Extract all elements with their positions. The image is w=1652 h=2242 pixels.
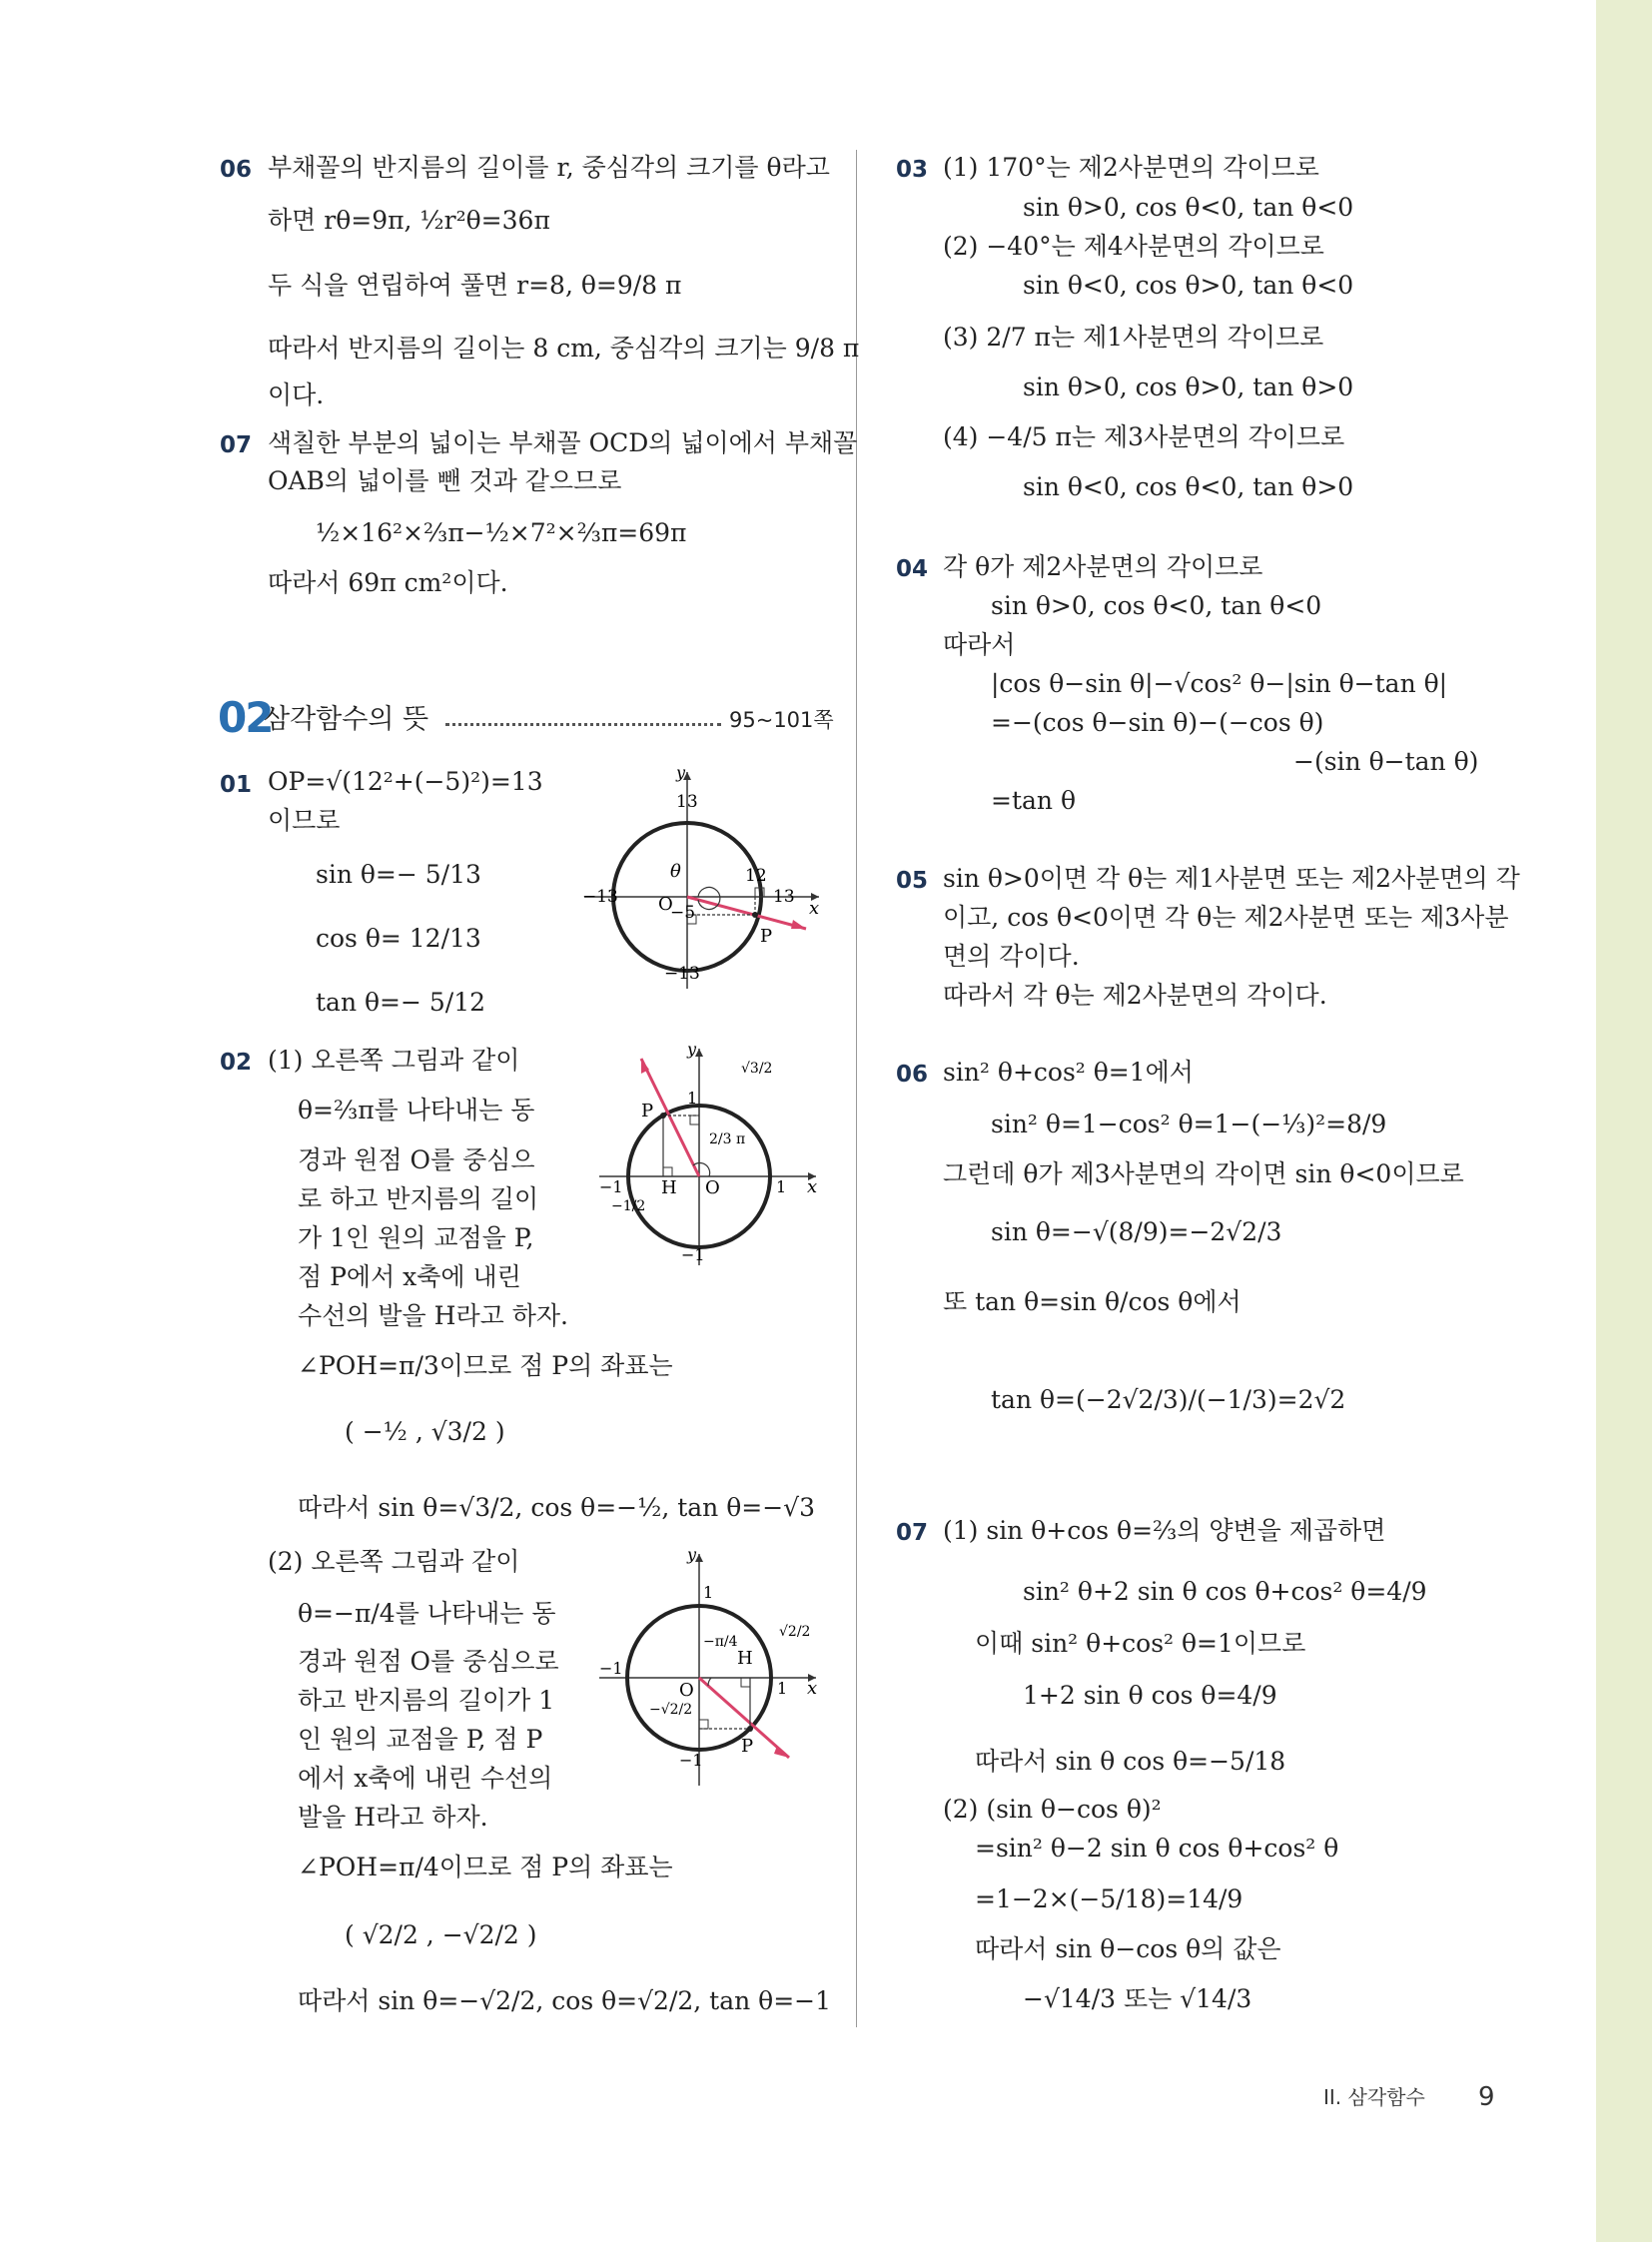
axis-y-label: y [676, 764, 686, 782]
point-label: P [641, 1101, 654, 1121]
problem-number: 06 [896, 1062, 929, 1088]
math-line: sin² θ+2 sin θ cos θ+cos² θ=4/9 [1023, 1577, 1427, 1606]
result-line: 따라서 sin θ=√3/2, cos θ=−½, tan θ=−√3 [298, 1493, 816, 1522]
math-line: sin θ<0, cos θ<0, tan θ>0 [1023, 472, 1354, 501]
text-line: θ=−π/4를 나타내는 동 [298, 1599, 556, 1628]
math-line: 1+2 sin θ cos θ=4/9 [1023, 1681, 1277, 1710]
math-line: =sin² θ−2 sin θ cos θ+cos² θ [975, 1834, 1339, 1863]
text-line: 따라서 반지름의 길이는 8 cm, 중심각의 크기는 9/8 π [268, 334, 860, 363]
math-line: sin² θ=1−cos² θ=1−(−⅓)²=8/9 [991, 1110, 1387, 1138]
axis-x-label: x [809, 898, 820, 919]
math-line: sin θ<0, cos θ>0, tan θ<0 [1023, 271, 1354, 300]
math-line: tan θ=(−2√2/3)/(−1/3)=2√2 [991, 1385, 1346, 1414]
math-line: sin θ=− 5/13 [316, 860, 481, 889]
text-line: 이다. [268, 380, 325, 409]
problem-number: 07 [220, 432, 253, 458]
math-line: ( √2/2 , −√2/2 ) [345, 1920, 537, 1949]
text-line: ∠POH=π/4이므로 점 P의 좌표는 [298, 1853, 673, 1881]
tick-label: −1 [681, 1245, 705, 1264]
text-line: 두 식을 연립하여 풀면 r=8, θ=9/8 π [268, 271, 682, 300]
sub-heading: (2) −40°는 제4사분면의 각이므로 [943, 232, 1324, 261]
math-line: −√14/3 또는 √14/3 [1023, 1984, 1252, 2013]
text-line: 경과 원점 O를 중심으로 [298, 1647, 559, 1676]
section-pages: 95~101쪽 [729, 708, 834, 732]
text-line: 로 하고 반지름의 길이 [298, 1184, 539, 1213]
text-line: 수선의 발을 H라고 하자. [298, 1301, 568, 1330]
sub-heading: (4) −4/5 π는 제3사분면의 각이므로 [943, 422, 1345, 451]
text-line: sin θ>0이면 각 θ는 제1사분면 또는 제2사분면의 각 [943, 864, 1520, 893]
math-line: =tan θ [991, 786, 1076, 815]
text-line: 따라서 각 θ는 제2사분면의 각이다. [943, 981, 1327, 1010]
axis-x-label: x [807, 1176, 818, 1197]
coord-label: √2/2 [779, 1624, 811, 1640]
tick-label: −13 [664, 964, 700, 984]
coord-label: −√2/2 [649, 1702, 693, 1718]
text-line: 에서 x축에 내린 수선의 [298, 1764, 553, 1793]
problem-number: 01 [220, 772, 253, 798]
math-line: =1−2×(−5/18)=14/9 [975, 1884, 1243, 1913]
tick-label: 1 [777, 1679, 788, 1698]
text-line: 각 θ가 제2사분면의 각이므로 [943, 552, 1263, 581]
unit-circle-figure-1 [574, 764, 824, 994]
math-line: sin θ>0, cos θ>0, tan θ>0 [1023, 373, 1354, 401]
tick-label: −13 [582, 887, 618, 907]
math-line: sin θ=−√(8/9)=−2√2/3 [991, 1217, 1282, 1246]
text-line: 부채꼴의 반지름의 길이를 r, 중심각의 크기를 θ라고 [268, 153, 830, 182]
tick-label: −1 [679, 1751, 703, 1770]
point-label: P [760, 926, 773, 947]
sub-heading: (1) 170°는 제2사분면의 각이므로 [943, 153, 1319, 182]
foot-label: H [661, 1177, 677, 1198]
coord-label: √3/2 [741, 1061, 773, 1077]
axis-y-label: y [687, 1546, 697, 1564]
unit-circle-figure-2 [591, 1041, 826, 1270]
math-line: ½×16²×⅔π−½×7²×⅔π=69π [316, 518, 687, 547]
sub-heading: (1) 오른쪽 그림과 같이 [268, 1046, 520, 1075]
sub-heading: (2) 오른쪽 그림과 같이 [268, 1547, 520, 1576]
problem-number: 05 [896, 868, 929, 894]
math-line: 또 tan θ=sin θ/cos θ에서 [943, 1287, 1241, 1316]
problem-number: 06 [220, 157, 253, 183]
problem-number: 04 [896, 556, 929, 582]
tick-label: 13 [773, 887, 795, 907]
point-label: P [741, 1736, 754, 1757]
text-line: 점 P에서 x축에 내린 [298, 1262, 521, 1291]
sub-heading: (2) (sin θ−cos θ)² [943, 1795, 1162, 1824]
angle-label: −π/4 [703, 1634, 738, 1650]
tick-label: −5 [670, 903, 696, 923]
chapter-title: II. 삼각함수 [1323, 2085, 1425, 2109]
origin-label: O [705, 1177, 720, 1198]
math-line: sin θ>0, cos θ<0, tan θ<0 [991, 591, 1322, 620]
section-title: 삼각함수의 뜻 [264, 704, 429, 735]
tick-label: −1 [599, 1177, 623, 1196]
math-line: −(sin θ−tan θ) [1293, 747, 1479, 776]
section-leader-dots [445, 723, 721, 726]
math-line: sin θ>0, cos θ<0, tan θ<0 [1023, 193, 1354, 222]
tick-label: 1 [687, 1089, 698, 1108]
problem-number: 07 [896, 1520, 929, 1546]
angle-label: θ [670, 861, 681, 882]
text-line: 하면 rθ=9π, ½r²θ=36π [268, 206, 550, 235]
text-line: 이므로 [268, 806, 341, 835]
origin-label: O [679, 1680, 694, 1701]
text-line: 따라서 [943, 630, 1016, 659]
math-line: =−(cos θ−sin θ)−(−cos θ) [991, 708, 1324, 737]
text-line: OAB의 넓이를 뺀 것과 같으므로 [268, 466, 622, 495]
text-line: 그런데 θ가 제3사분면의 각이면 sin θ<0이므로 [943, 1159, 1464, 1188]
tick-label: 12 [745, 866, 767, 886]
math-line: cos θ= 12/13 [316, 924, 481, 953]
axis-y-label: y [687, 1041, 697, 1059]
text-line: 면의 각이다. [943, 942, 1080, 971]
sub-heading: (1) sin θ+cos θ=⅔의 양변을 제곱하면 [943, 1516, 1386, 1545]
text-line: 하고 반지름의 길이가 1 [298, 1686, 555, 1715]
text-line: 이때 sin² θ+cos² θ=1이므로 [975, 1629, 1306, 1658]
text-line: 가 1인 원의 교점을 P, [298, 1223, 534, 1252]
tick-label: 1 [776, 1177, 787, 1196]
axis-x-label: x [807, 1678, 818, 1699]
math-line: OP=√(12²+(−5)²)=13 [268, 767, 543, 796]
result-line: 따라서 sin θ=−√2/2, cos θ=√2/2, tan θ=−1 [298, 1986, 832, 2015]
angle-label: 2/3 π [709, 1131, 746, 1147]
coord-label: −1/2 [611, 1198, 646, 1214]
math-line: tan θ=− 5/12 [316, 988, 486, 1017]
problem-number: 03 [896, 157, 929, 183]
text-line: 색칠한 부분의 넓이는 부채꼴 OCD의 넓이에서 부채꼴 [268, 428, 858, 457]
text-line: ∠POH=π/3이므로 점 P의 좌표는 [298, 1351, 673, 1380]
math-line: ( −½ , √3/2 ) [345, 1417, 505, 1446]
text-line: 따라서 sin θ−cos θ의 값은 [975, 1934, 1281, 1963]
unit-circle-figure-3 [591, 1546, 826, 1791]
text-line: 따라서 69π cm²이다. [268, 568, 508, 597]
page-number: 9 [1478, 2082, 1495, 2112]
page-edge-band [1596, 0, 1652, 2242]
math-line: |cos θ−sin θ|−√cos² θ−|sin θ−tan θ| [991, 669, 1448, 698]
result-line: 따라서 sin θ cos θ=−5/18 [975, 1747, 1286, 1776]
text-line: 인 원의 교점을 P, 점 P [298, 1725, 543, 1754]
problem-number: 02 [220, 1050, 253, 1076]
math-line: sin² θ+cos² θ=1에서 [943, 1058, 1194, 1087]
tick-label: 1 [703, 1583, 714, 1602]
text-line: 경과 원점 O를 중심으 [298, 1145, 535, 1174]
sub-heading: (3) 2/7 π는 제1사분면의 각이므로 [943, 323, 1324, 352]
origin-label: O [658, 894, 673, 915]
foot-label: H [737, 1648, 753, 1669]
text-line: 발을 H라고 하자. [298, 1803, 488, 1832]
tick-label: −1 [599, 1659, 623, 1678]
tick-label: 13 [676, 792, 698, 812]
text-line: θ=⅔π를 나타내는 동 [298, 1096, 535, 1124]
section-number: 02 [218, 693, 273, 742]
text-line: 이고, cos θ<0이면 각 θ는 제2사분면 또는 제3사분 [943, 903, 1509, 932]
